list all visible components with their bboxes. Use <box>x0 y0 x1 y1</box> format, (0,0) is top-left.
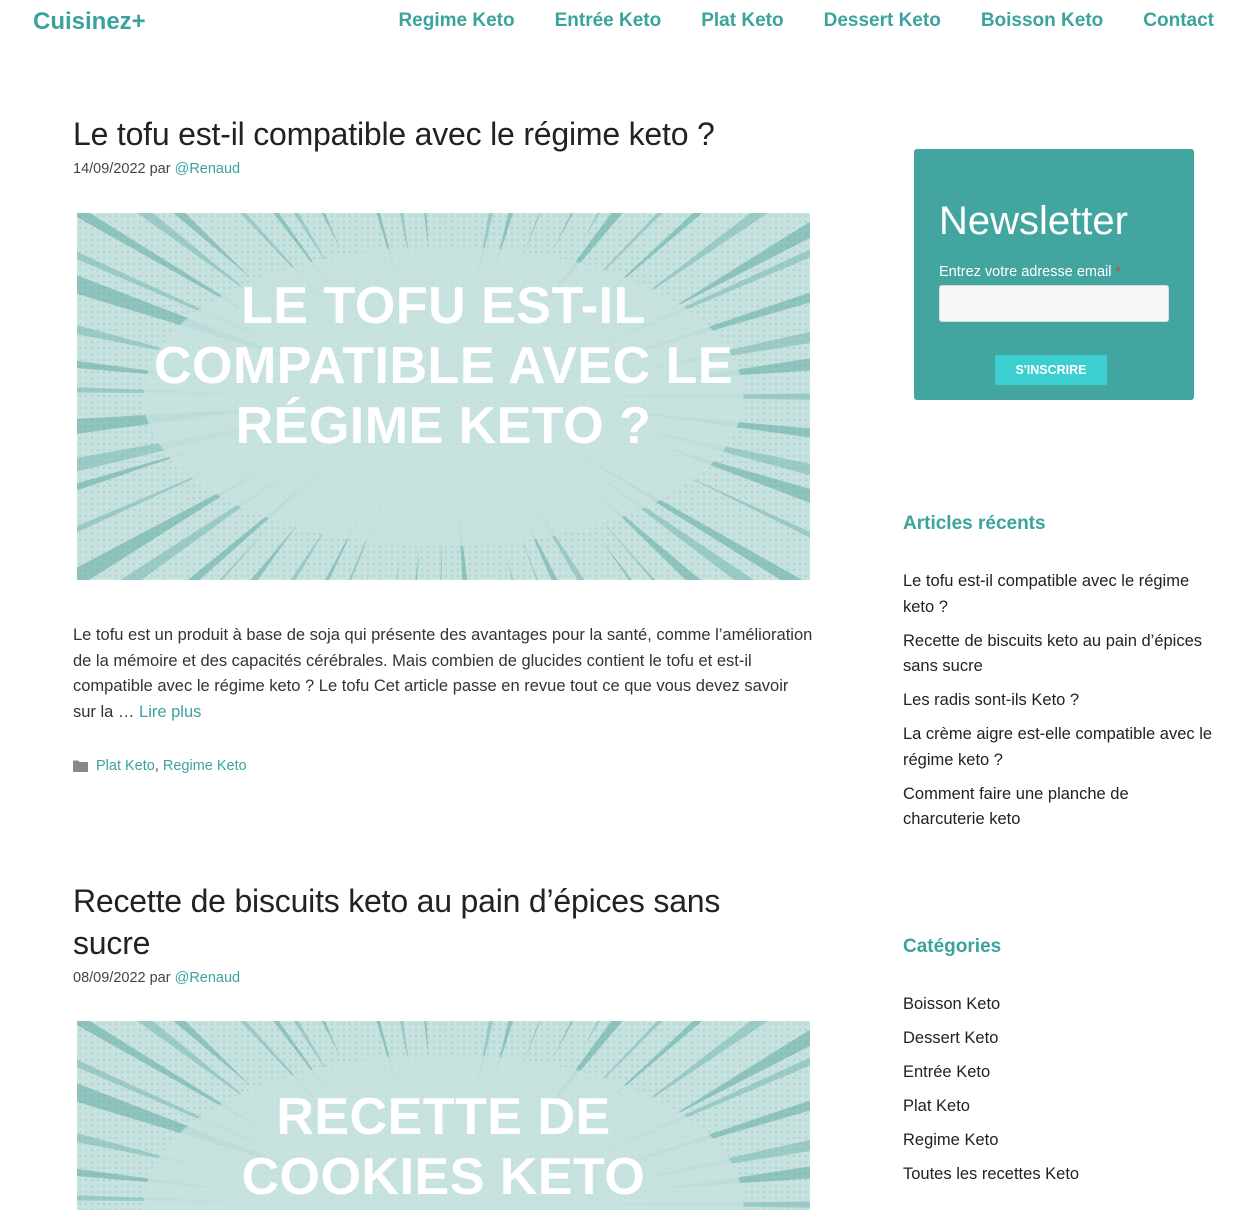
post-card <box>73 113 813 774</box>
category-separator: , <box>154 758 159 775</box>
post-meta <box>73 161 813 177</box>
nav-item-boisson-keto[interactable]: Boisson Keto <box>980 10 1104 31</box>
newsletter-title: Newsletter <box>939 199 1128 243</box>
category-item-boisson-keto[interactable]: Boisson Keto <box>903 995 1001 1013</box>
category-item-plat-keto[interactable]: Plat Keto <box>903 1096 970 1115</box>
recent-articles-list <box>903 569 1213 833</box>
post-title[interactable]: Le tofu est-il compatible avec le régime keto ? <box>73 116 715 152</box>
category-item-dessert-keto[interactable]: Dessert Keto <box>903 1028 999 1047</box>
email-label-text: Entrez votre adresse email <box>939 264 1112 280</box>
post-card <box>73 880 813 1210</box>
recent-article-link[interactable]: Le tofu est-il compatible avec le régime keto ? <box>903 572 1190 616</box>
post-excerpt <box>73 623 813 725</box>
post-title[interactable]: Recette de biscuits keto au pain d’épices sans sucre <box>73 883 721 961</box>
recent-article-link[interactable]: Les radis sont-ils Keto ? <box>903 691 1080 710</box>
categories-title: Catégories <box>903 936 1002 957</box>
recent-article-link[interactable]: Recette de biscuits keto au pain d’épices sans sucre <box>903 631 1203 676</box>
recent-article-link[interactable]: Comment faire une planche de charcuterie keto <box>903 784 1129 829</box>
site-header <box>0 0 1260 44</box>
category-link-plat-keto[interactable]: Plat Keto <box>96 758 155 775</box>
recent-article-link[interactable]: La crème aigre est-elle compatible avec le régime keto ? <box>903 725 1213 769</box>
post-author-link[interactable]: @Renaud <box>174 970 241 986</box>
category-item-all-recipes[interactable]: Toutes les recettes Keto <box>903 1164 1080 1183</box>
newsletter-widget <box>914 149 1194 400</box>
featured-image-text <box>77 276 810 456</box>
post-excerpt-text: Le tofu est un produit à base de soja qui présente des avantages pour la santé, comme l’amélioration de la mémoire et des capacités cérébrales. Mais combien de glucides contient le tofu et est-il compatible avec le régime keto ? Le tofu Cet article passe en revue tout ce que vous devez savoir sur la … <box>73 626 813 721</box>
categories-list <box>903 992 1213 1188</box>
post-by: par <box>149 161 171 177</box>
post-featured-image[interactable] <box>77 1021 810 1210</box>
categories-widget <box>903 936 1213 1196</box>
read-more-link[interactable]: Lire plus <box>139 702 202 721</box>
category-link-regime-keto[interactable]: Regime Keto <box>162 758 247 775</box>
nav-item-dessert-keto[interactable]: Dessert Keto <box>823 10 941 31</box>
post-categories <box>73 758 813 774</box>
email-input[interactable] <box>939 285 1169 322</box>
featured-image-line: COOKIES KETO <box>241 1148 646 1206</box>
recent-articles-widget <box>903 513 1213 841</box>
post-meta <box>73 970 813 986</box>
post-date: 08/09/2022 <box>73 970 146 986</box>
folder-icon <box>73 760 88 772</box>
recent-articles-title: Articles récents <box>903 513 1046 534</box>
category-item-entree-keto[interactable]: Entrée Keto <box>903 1062 991 1081</box>
email-label <box>939 264 1121 280</box>
required-mark: * <box>1115 264 1122 280</box>
subscribe-button[interactable]: S'INSCRIRE <box>995 355 1107 385</box>
post-author-link[interactable]: @Renaud <box>174 161 241 177</box>
featured-image-line: RÉGIME KETO ? <box>235 397 652 455</box>
site-logo[interactable]: Cuisinez+ <box>33 8 146 35</box>
nav-item-entree-keto[interactable]: Entrée Keto <box>554 10 662 31</box>
category-item-regime-keto[interactable]: Regime Keto <box>903 1130 999 1149</box>
featured-image-line: RECETTE DE <box>276 1088 611 1146</box>
main-nav <box>358 10 1214 32</box>
featured-image-text <box>77 1087 810 1207</box>
nav-item-regime-keto[interactable]: Regime Keto <box>398 10 515 31</box>
featured-image-line: LE TOFU EST-IL <box>241 277 646 335</box>
post-featured-image[interactable] <box>77 213 810 580</box>
nav-item-contact[interactable]: Contact <box>1143 10 1214 31</box>
post-date: 14/09/2022 <box>73 161 146 177</box>
featured-image-line: COMPATIBLE AVEC LE <box>153 337 734 395</box>
nav-item-plat-keto[interactable]: Plat Keto <box>701 10 784 31</box>
post-by: par <box>149 970 171 986</box>
